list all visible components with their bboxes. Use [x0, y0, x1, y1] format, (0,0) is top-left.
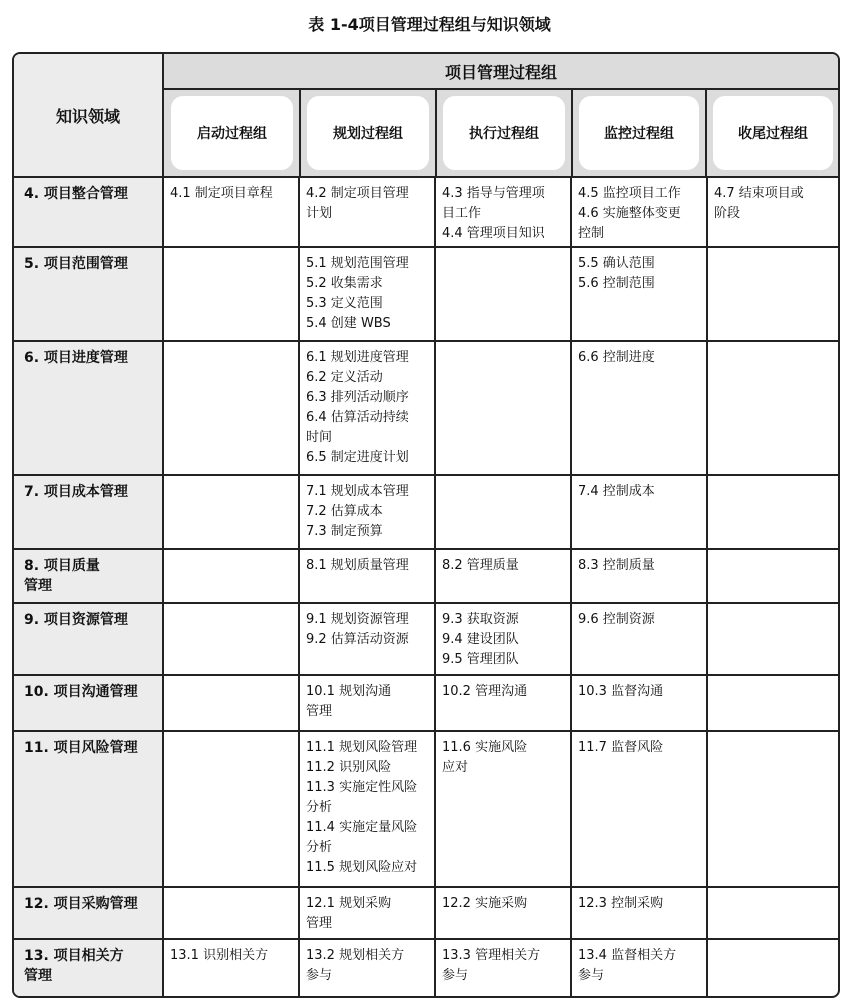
phase-monitoring: 监控过程组 [579, 96, 699, 170]
process-cell [708, 940, 838, 998]
process-cell [436, 248, 572, 340]
table-row [14, 676, 838, 732]
process-cell: 9.1 规划资源管理 9.2 估算活动资源 [306, 612, 409, 647]
process-cell: 8.2 管理质量 [442, 558, 519, 573]
knowledge-area-cell: 12. 项目采购管理 [14, 888, 164, 938]
process-cell [436, 476, 572, 548]
process-cell [708, 888, 838, 938]
process-cell [708, 676, 838, 730]
knowledge-area-cell: 8. 项目质量 管理 [14, 550, 164, 602]
process-cell [708, 476, 838, 548]
process-cell [708, 732, 838, 886]
process-cell [708, 550, 838, 602]
knowledge-area-cell: 5. 项目范围管理 [14, 248, 164, 340]
process-cell: 4.2 制定项目管理 计划 [306, 186, 409, 221]
process-cell: 11.7 监督风险 [578, 740, 664, 755]
process-cell: 5.5 确认范围 5.6 控制范围 [578, 256, 655, 291]
process-knowledge-table [12, 52, 840, 998]
process-cell [164, 248, 300, 340]
process-cell: 4.3 指导与管理项 目工作 4.4 管理项目知识 [442, 186, 545, 241]
process-cell [164, 888, 300, 938]
process-cell [164, 476, 300, 548]
process-cell: 12.1 规划采购 管理 [306, 896, 392, 931]
process-cell: 12.2 实施采购 [442, 896, 528, 911]
process-cell: 13.1 识别相关方 [170, 948, 269, 963]
table-row [14, 888, 838, 940]
table-row [14, 604, 838, 676]
process-cell: 12.3 控制采购 [578, 896, 664, 911]
process-cell: 10.3 监督沟通 [578, 684, 664, 699]
knowledge-area-header: 知识领域 [14, 54, 164, 178]
knowledge-area-cell: 10. 项目沟通管理 [14, 676, 164, 730]
table-row [14, 248, 838, 342]
process-cell: 8.3 控制质量 [578, 558, 655, 573]
table-row [14, 342, 838, 476]
phase-executing: 执行过程组 [443, 96, 565, 170]
phase-initiating: 启动过程组 [171, 96, 293, 170]
knowledge-area-cell: 13. 项目相关方 管理 [14, 940, 164, 998]
process-cell: 4.1 制定项目章程 [170, 186, 273, 201]
process-cell: 13.4 监督相关方 参与 [578, 948, 677, 983]
process-cell: 11.1 规划风险管理 11.2 识别风险 11.3 实施定性风险 分析 11.4 实施定量风险 分析 11.5 规划风险应对 [306, 740, 418, 875]
phase-header-row [164, 90, 838, 178]
knowledge-area-cell: 7. 项目成本管理 [14, 476, 164, 548]
process-cell: 13.2 规划相关方 参与 [306, 948, 405, 983]
process-cell: 13.3 管理相关方 参与 [442, 948, 541, 983]
process-cell [708, 342, 838, 474]
table-row [14, 940, 838, 998]
process-cell [436, 342, 572, 474]
process-cell: 9.3 获取资源 9.4 建设团队 9.5 管理团队 [442, 612, 519, 667]
process-cell: 10.2 管理沟通 [442, 684, 528, 699]
knowledge-area-cell: 9. 项目资源管理 [14, 604, 164, 674]
process-cell [164, 676, 300, 730]
process-cell: 4.7 结束项目或 阶段 [714, 186, 804, 221]
knowledge-area-cell: 6. 项目进度管理 [14, 342, 164, 474]
process-cell: 6.6 控制进度 [578, 350, 655, 365]
phase-closing: 收尾过程组 [713, 96, 833, 170]
process-cell [164, 550, 300, 602]
process-cell [708, 248, 838, 340]
process-cell: 10.1 规划沟通 管理 [306, 684, 392, 719]
process-cell: 7.4 控制成本 [578, 484, 655, 499]
table-row [14, 476, 838, 550]
process-cell: 11.6 实施风险 应对 [442, 740, 528, 775]
process-group-header: 项目管理过程组 [164, 54, 838, 90]
table-row [14, 732, 838, 888]
process-cell: 8.1 规划质量管理 [306, 558, 409, 573]
table-title: 表 1-4项目管理过程组与知识领域 [308, 15, 551, 34]
table-row [14, 550, 838, 604]
process-cell [164, 604, 300, 674]
process-cell: 5.1 规划范围管理 5.2 收集需求 5.3 定义范围 5.4 创建 WBS [306, 256, 409, 331]
process-cell [164, 342, 300, 474]
process-cell: 7.1 规划成本管理 7.2 估算成本 7.3 制定预算 [306, 484, 409, 539]
knowledge-area-cell: 4. 项目整合管理 [14, 178, 164, 246]
process-cell: 9.6 控制资源 [578, 612, 655, 627]
knowledge-area-cell: 11. 项目风险管理 [14, 732, 164, 886]
process-cell [708, 604, 838, 674]
process-cell: 6.1 规划进度管理 6.2 定义活动 6.3 排列活动顺序 6.4 估算活动持续 时间 6.5 制定进度计划 [306, 350, 409, 465]
process-cell: 4.5 监控项目工作 4.6 实施整体变更 控制 [578, 186, 681, 241]
process-cell [164, 732, 300, 886]
table-row [14, 178, 838, 248]
phase-planning: 规划过程组 [307, 96, 429, 170]
